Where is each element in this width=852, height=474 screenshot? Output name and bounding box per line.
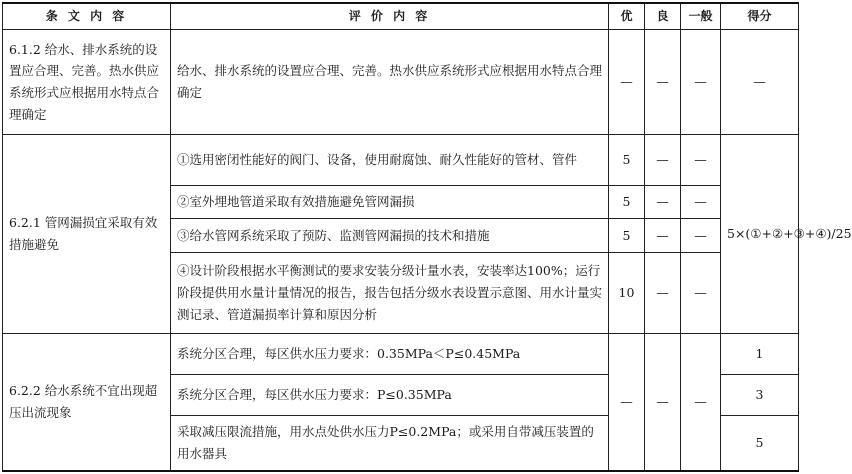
- average-6-1-2: —: [681, 30, 721, 135]
- average-6-2-2: —: [681, 334, 721, 471]
- header-good: 良: [645, 3, 681, 30]
- content-6-2-1-item-3: ③给水管网系统采取了预防、监测管网漏损的技术和措施: [171, 219, 609, 253]
- evaluation-table: [2, 2, 852, 472]
- excellent-6-1-2: —: [609, 30, 645, 135]
- table-row: [3, 135, 799, 186]
- content-6-2-1-item-1: ①选用密闭性能好的阀门、设备，使用耐腐蚀、耐久性能好的管材、管件: [171, 135, 609, 186]
- good-6-1-2: —: [645, 30, 681, 135]
- excellent-6-2-2: —: [609, 334, 645, 471]
- content-6-2-2-item-1: 系统分区合理，每区供水压力要求：0.35MPa＜P≤0.45MPa: [171, 334, 609, 375]
- content-6-1-2: 给水、排水系统的设置应合理、完善。热水供应系统形式应根据用水特点合理确定: [171, 30, 609, 135]
- header-score: 得分: [721, 3, 799, 30]
- good-6-2-1-item-2: —: [645, 185, 681, 219]
- header-excellent: 优: [609, 3, 645, 30]
- average-6-2-1-item-2: —: [681, 185, 721, 219]
- content-6-2-1-item-2: ②室外埋地管道采取有效措施避免管网漏损: [171, 185, 609, 219]
- score-6-2-1: 5×(①+②+③+④)/25: [721, 135, 799, 334]
- header-evaluation: 评 价 内 容: [171, 3, 609, 30]
- clause-6-1-2: 6.1.2 给水、排水系统的设置应合理、完善。热水供应系统形式应根据用水特点合理确定: [3, 30, 171, 135]
- clause-6-2-2: 6.2.2 给水系统不宜出现超压出流现象: [3, 334, 171, 471]
- content-6-2-2-item-2: 系统分区合理，每区供水压力要求：P≤0.35MPa: [171, 374, 609, 415]
- score-6-2-2-item-3: 5: [721, 415, 799, 471]
- average-6-2-1-item-3: —: [681, 219, 721, 253]
- good-6-2-1-item-1: —: [645, 135, 681, 186]
- average-6-2-1-item-1: —: [681, 135, 721, 186]
- good-6-2-1-item-3: —: [645, 219, 681, 253]
- content-6-2-2-item-3: 采取减压限流措施，用水点处供水压力P≤0.2MPa；或采用自带减压装置的用水器具: [171, 415, 609, 471]
- excellent-6-2-1-item-2: 5: [609, 185, 645, 219]
- table-row: [3, 334, 799, 375]
- header-average: 一般: [681, 3, 721, 30]
- clause-6-2-1: 6.2.1 管网漏损宜采取有效措施避免: [3, 135, 171, 334]
- table-row: [3, 30, 799, 135]
- score-6-2-2-item-2: 3: [721, 374, 799, 415]
- content-6-2-1-item-4: ④设计阶段根据水平衡测试的要求安装分级计量水表，安装率达100%；运行阶段提供用水量计量情况的报告，报告包括分级水表设置示意图、用水计量实测记录、管道漏损率计算和原因分析: [171, 252, 609, 333]
- excellent-6-2-1-item-1: 5: [609, 135, 645, 186]
- header-clause: 条 文 内 容: [3, 3, 171, 30]
- excellent-6-2-1-item-3: 5: [609, 219, 645, 253]
- excellent-6-2-1-item-4: 10: [609, 252, 645, 333]
- good-6-2-2: —: [645, 334, 681, 471]
- score-6-2-2-item-1: 1: [721, 334, 799, 375]
- average-6-2-1-item-4: —: [681, 252, 721, 333]
- score-6-1-2: —: [721, 30, 799, 135]
- good-6-2-1-item-4: —: [645, 252, 681, 333]
